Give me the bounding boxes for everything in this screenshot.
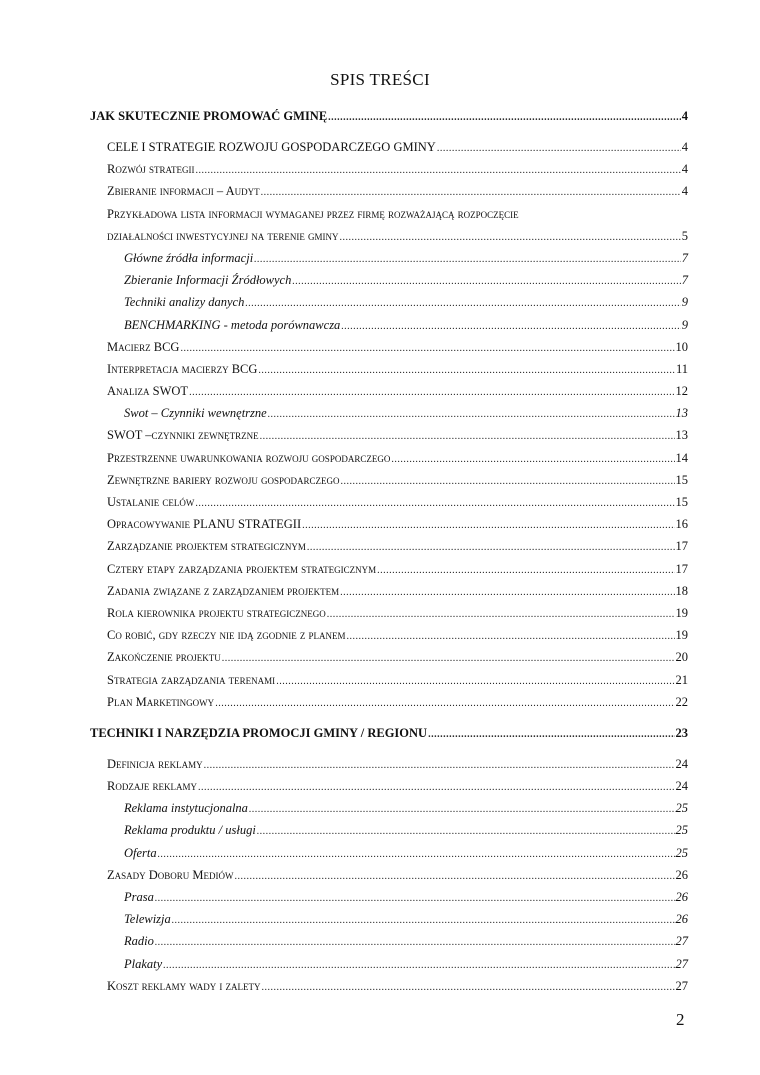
toc-entry[interactable] [90,136,688,158]
toc-entry-title: Reklama produktu / usługi [124,823,256,838]
dot-leader [180,338,674,360]
toc-entry[interactable] [90,158,688,180]
toc-entry-title: Zasady Doboru Mediów [107,867,234,882]
toc-entry[interactable] [90,180,688,202]
toc-entry-page: 25 [675,801,688,816]
toc-entry-title: Strategia zarządzania terenami [107,672,276,687]
toc-entry[interactable] [90,225,688,247]
toc-entry-page: 11 [675,361,688,376]
toc-entry-page: 17 [675,539,688,554]
toc-entry-page: 26 [675,867,688,882]
toc-entry[interactable] [90,469,688,491]
toc-entry-page: 20 [675,650,688,665]
dot-leader [195,493,674,515]
dot-leader [258,360,675,382]
dot-leader [328,106,681,130]
dot-leader [340,582,674,604]
dot-leader [249,799,675,821]
toc-entry-title: BENCHMARKING - metoda porównawcza [124,317,341,332]
toc-entry-page: 23 [675,725,688,740]
toc-entry-page: 19 [675,605,688,620]
dot-leader [268,404,675,426]
toc-entry-title: Rozwój strategii [107,162,195,177]
toc-entry-title: Zakończenie projektu [107,650,221,665]
toc-entry[interactable] [90,691,688,713]
toc-entry-page: 13 [675,406,688,421]
toc-entry-page: 19 [675,628,688,643]
toc-entry[interactable] [90,314,688,336]
toc-entry-page: 15 [675,495,688,509]
dot-leader [215,693,674,715]
toc-entry-page: 27 [675,978,688,993]
toc-entry[interactable] [90,721,688,745]
toc-entry-page: 16 [675,517,688,532]
toc-entry[interactable] [90,535,688,557]
toc-entry-title: Przestrzenne uwarunkowania rozwoju gospodarczego [107,450,391,465]
toc-entry[interactable] [90,908,688,930]
toc-entry-page: 9 [681,295,688,310]
toc-entry-title: Interpretacja macierzy BCG [107,361,258,376]
toc-entry-title: Plan Marketingowy [107,694,215,709]
toc-entry-page: 24 [675,756,688,771]
dot-leader [222,648,675,670]
dot-leader [428,723,674,747]
toc-entry-title: Oferta [124,845,157,860]
toc-entry[interactable] [90,753,688,775]
dot-leader [391,449,674,471]
dot-leader [155,888,675,910]
toc-entry-title: Zarządzanie projektem strategicznym [107,539,306,554]
dot-leader [292,271,680,293]
toc-entry-title: Reklama instytucjonalna [124,801,248,816]
dot-leader [327,604,675,626]
dot-leader [341,316,680,338]
toc-entry-title: Opracowywanie PLANU STRATEGII [107,517,302,532]
dot-leader [346,626,674,648]
toc-entry-page: 4 [681,140,688,154]
toc-entry[interactable] [90,269,688,291]
toc-entry-title: Ustalanie celów [107,495,195,509]
toc-entry-page: 10 [675,339,688,354]
toc-entry[interactable] [90,380,688,402]
dot-leader [307,537,675,559]
toc-entry[interactable] [90,558,688,580]
dot-leader [261,182,681,204]
toc-entry-page: 13 [675,428,688,443]
table-of-contents [90,104,688,997]
dot-leader [339,227,680,249]
toc-entry-title: Główne źródła informacji [124,250,254,265]
toc-entry-title: TECHNIKI I NARZĘDZIA PROMOCJI GMINY / REGIONU [90,725,428,740]
toc-entry[interactable] [90,953,688,975]
toc-entry-title: CELE I STRATEGIE ROZWOJU GOSPODARCZEGO GMINY [107,140,436,154]
toc-entry[interactable] [90,358,688,380]
dot-leader [302,515,674,537]
toc-entry-page: 7 [681,273,688,288]
toc-entry[interactable] [90,447,688,469]
dot-leader [198,777,675,799]
toc-entry-page: 27 [675,956,688,971]
toc-entry[interactable] [90,580,688,602]
toc-entry-title: Telewizja [124,912,171,927]
dot-leader [276,671,674,693]
toc-entry-page: 24 [675,779,688,794]
toc-entry-title: Koszt reklamy wady i zalety [107,978,261,993]
dot-leader [245,293,680,315]
toc-entry[interactable] [90,203,688,225]
dot-leader [254,249,681,271]
dot-leader [155,932,675,954]
toc-entry[interactable] [90,797,688,819]
dot-leader [195,160,680,182]
dot-leader [158,844,675,866]
toc-entry[interactable] [90,669,688,691]
toc-entry-page: 27 [675,934,688,949]
toc-entry-page: 21 [675,672,688,687]
toc-entry-title: Zbieranie Informacji Źródłowych [124,273,292,288]
toc-entry-page: 4 [681,109,688,123]
toc-entry[interactable] [90,930,688,952]
dot-leader [257,821,675,843]
toc-entry-page: 18 [675,583,688,598]
toc-entry-page: 5 [681,228,688,243]
toc-entry[interactable] [90,291,688,313]
toc-entry[interactable] [90,864,688,886]
toc-entry-page: 7 [681,250,688,265]
dot-leader [172,910,675,932]
toc-entry-title: Swot – Czynniki wewnętrzne [124,406,267,421]
toc-entry-title: Przykładowa lista informacji wymaganej przez firmę rozważającą rozpoczęcie [107,206,519,221]
toc-entry[interactable] [90,819,688,841]
toc-entry-title: Rodzaje reklamy [107,779,197,794]
toc-entry[interactable] [90,842,688,864]
toc-entry-title: Plakaty [124,956,163,971]
toc-entry-title: Zewnętrzne bariery rozwoju gospodarczego [107,472,340,487]
dot-leader [377,560,674,582]
toc-entry-page: 15 [675,472,688,487]
toc-entry[interactable] [90,646,688,668]
toc-entry-title: Definicja reklamy [107,756,203,771]
toc-entry[interactable] [90,624,688,646]
toc-entry-page: 26 [675,912,688,927]
toc-entry-page: 25 [675,845,688,860]
toc-entry-title: Co robić, gdy rzeczy nie idą zgodnie z planem [107,628,346,643]
toc-entry-title: Prasa [124,890,154,904]
toc-entry-title: Rola kierownika projektu strategicznego [107,605,326,620]
toc-entry[interactable] [90,886,688,908]
toc-entry[interactable] [90,402,688,424]
toc-entry-page: 17 [675,561,688,576]
toc-entry-page: 22 [675,694,688,709]
toc-entry-title: Radio [124,934,154,949]
dot-leader [260,426,675,448]
toc-entry[interactable] [90,247,688,269]
toc-entry[interactable] [90,336,688,358]
toc-entry-title: Cztery etapy zarządzania projektem strategicznym [107,561,377,576]
toc-entry-title: Zadania związane z zarządzaniem projektem [107,583,340,598]
toc-entry[interactable] [90,424,688,446]
toc-entry-title: JAK SKUTECZNIE PROMOWAĆ GMINĘ [90,109,328,123]
toc-entry-page: 4 [681,184,688,199]
toc-entry[interactable] [90,513,688,535]
toc-entry[interactable] [90,104,688,128]
dot-leader [204,755,675,777]
dot-leader [163,955,674,977]
dot-leader [262,977,675,999]
toc-title: SPIS TREŚCI [330,70,430,89]
dot-leader [235,866,675,888]
dot-leader [341,471,675,493]
toc-entry-page: 26 [675,890,688,904]
toc-entry-page: 25 [675,823,688,838]
toc-entry[interactable] [90,491,688,513]
toc-entry[interactable] [90,975,688,997]
toc-entry-title: Zbieranie informacji – Audyt [107,184,260,199]
toc-entry-title: SWOT –czynniki zewnętrzne [107,428,259,443]
toc-entry-page: 9 [681,317,688,332]
dot-leader [189,382,674,404]
toc-entry[interactable] [90,775,688,797]
toc-entry-page: 12 [675,384,688,399]
toc-entry-title: Macierz BCG [107,339,180,354]
toc-entry[interactable] [90,602,688,624]
toc-entry-title: Analiza SWOT [107,384,189,399]
toc-entry-page: 14 [675,450,688,465]
toc-entry-title: Techniki analizy danych [124,295,245,310]
page-number: 2 [676,1010,685,1029]
dot-leader [437,138,681,160]
toc-entry-page: 4 [681,162,688,177]
toc-entry-title: działalności inwestycyjnej na terenie gminy [107,228,339,243]
